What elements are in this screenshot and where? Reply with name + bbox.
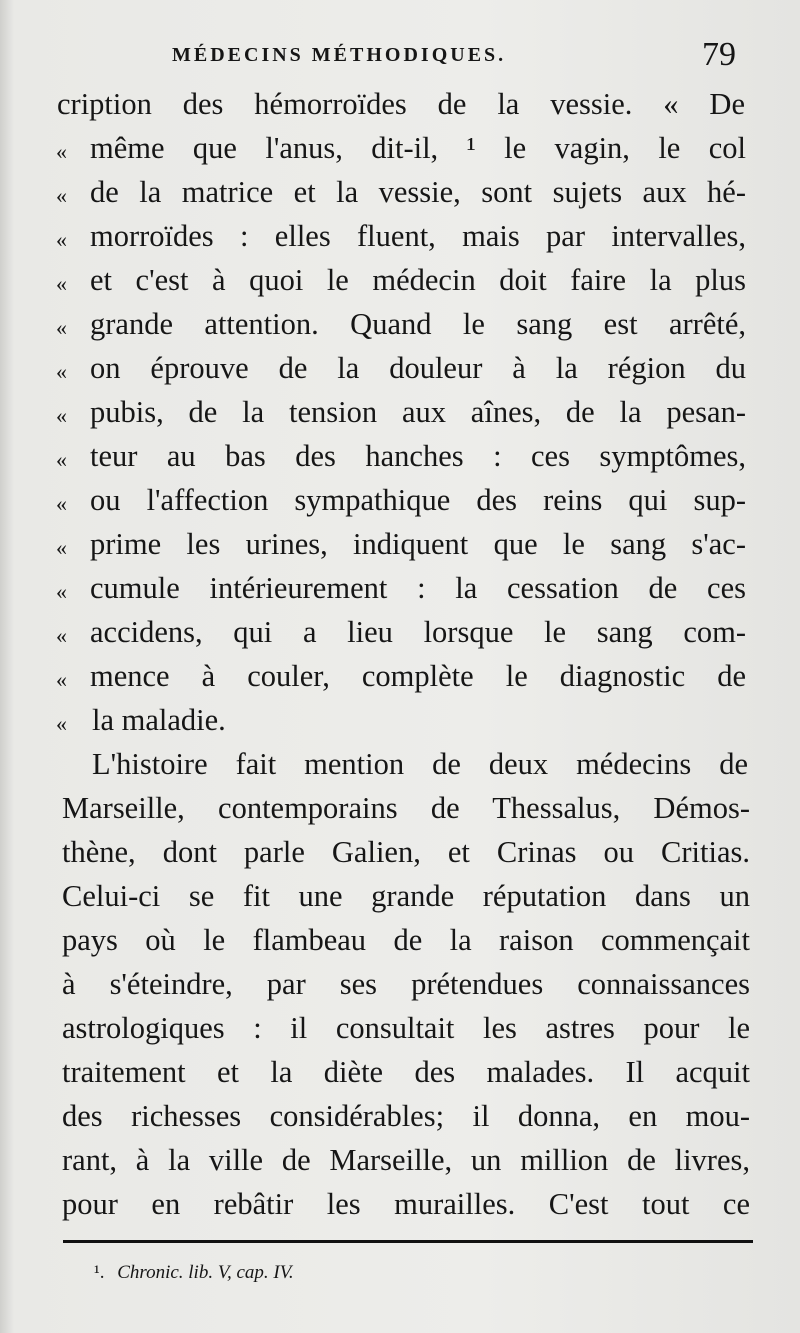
text-line: et c'est à quoi le médecin doit faire la plus [90,263,746,297]
quote-mark: « [56,315,67,340]
quote-mark: « [56,403,67,428]
text-line: rant, à la ville de Marseille, un million de livres, [62,1143,750,1177]
text-line: mence à couler, complète le diagnostic de [90,659,746,693]
page-number: 79 [702,36,736,73]
text-line: morroïdes : elles fluent, mais par intervalles, [90,219,746,253]
quote-mark: « [56,667,67,692]
paragraph-first-line: L'histoire fait mention de deux médecins de [92,747,748,781]
quote-mark: « [56,271,67,296]
quote-mark: « [56,359,67,384]
quote-mark: « [56,491,67,516]
quote-mark: « [56,447,67,472]
quote-mark: « [56,535,67,560]
page-header [0,36,800,80]
text-line: pubis, de la tension aux aînes, de la pesan- [90,395,746,429]
quote-mark: « [56,579,67,604]
text-line: teur au bas des hanches : ces symptômes, [90,439,746,473]
text-line: Marseille, contemporains de Thessalus, Démos- [62,791,750,825]
text-line: la maladie. [92,703,226,737]
quote-mark: « [56,227,67,252]
running-head: MÉDECINS MÉTHODIQUES. [172,44,507,66]
text-line: pays où le flambeau de la raison commençait [62,923,750,957]
text-line: astrologiques : il consultait les astres pour le [62,1011,750,1045]
text-line: des richesses considérables; il donna, en mou- [62,1099,750,1133]
footnote-marker: ¹. [94,1262,105,1283]
text-line: de la matrice et la vessie, sont sujets aux hé- [90,175,746,209]
text-line: à s'éteindre, par ses prétendues connaissances [62,967,750,1001]
quote-mark: « [56,139,67,164]
text-line: cumule intérieurement : la cessation de ces [90,571,746,605]
text-line: prime les urines, indiquent que le sang s'ac- [90,527,746,561]
footnote-text: Chronic. lib. V, cap. IV. [117,1262,294,1283]
quote-mark: « [56,711,67,736]
text-line: ou l'affection sympathique des reins qui sup- [90,483,746,517]
text-line: traitement et la diète des malades. Il acquit [62,1055,750,1089]
text-line: Celui-ci se fit une grande réputation dans un [62,879,750,913]
text-line: on éprouve de la douleur à la région du [90,351,746,385]
text-line: pour en rebâtir les murailles. C'est tout ce [62,1187,750,1221]
text-line: thène, dont parle Galien, et Crinas ou Critias. [62,835,750,869]
quote-mark: « [56,183,67,208]
text-line: même que l'anus, dit-il, ¹ le vagin, le col [90,131,746,165]
text-line: grande attention. Quand le sang est arrêté, [90,307,746,341]
quote-mark: « [56,623,67,648]
footnote-rule [63,1240,753,1243]
text-line: accidens, qui a lieu lorsque le sang com- [90,615,746,649]
text-line: cription des hémorroïdes de la vessie. « De [57,87,745,121]
footnote [94,1262,294,1284]
